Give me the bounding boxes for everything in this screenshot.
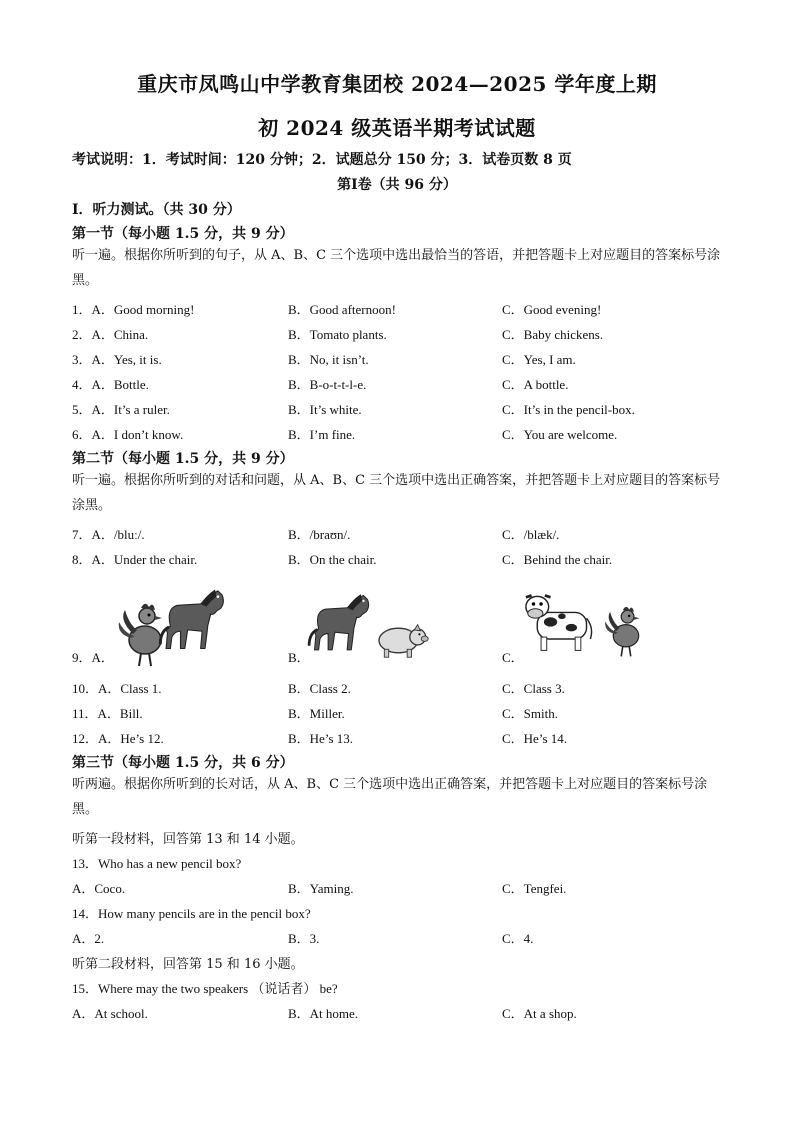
exam-title: 重庆市凤鸣山中学教育集团校 2024—2025 学年度上期 bbox=[137, 72, 657, 96]
material-1-note: 听第一段材料，回答第 13 和 14 小题。 bbox=[72, 832, 304, 847]
option-b: B．Class 2. bbox=[288, 681, 351, 696]
volume-heading: 第Ⅰ卷（共 96 分） bbox=[337, 177, 457, 193]
option-a: 9．A． bbox=[72, 650, 114, 665]
option-a: 7．A．/bluː/. bbox=[72, 527, 145, 542]
option-b: B．It’s white. bbox=[288, 402, 362, 417]
option-c: C．He’s 14. bbox=[502, 731, 568, 746]
option-b: B．At home. bbox=[288, 1006, 359, 1021]
option-b: B．On the chair. bbox=[288, 552, 377, 567]
question-row bbox=[72, 424, 732, 446]
option-b: B．He’s 13. bbox=[288, 731, 354, 746]
option-c: C．Good evening! bbox=[502, 302, 602, 317]
exam-instructions: 考试说明：1．考试时间：120 分钟；2．试题总分 150 分；3．试卷页数 8 页 bbox=[72, 152, 572, 168]
option-a: 4．A．Bottle. bbox=[72, 377, 149, 392]
option-c: C．Yes, I am. bbox=[502, 352, 576, 367]
option-c: C．Class 3. bbox=[502, 681, 565, 696]
option-a: 2．A．China. bbox=[72, 327, 149, 342]
question-row bbox=[72, 324, 732, 346]
option-c: C．You are welcome. bbox=[502, 427, 618, 442]
question-row bbox=[72, 878, 732, 900]
option-a: 1．A．Good morning! bbox=[72, 302, 195, 317]
option-b: B．Miller. bbox=[288, 706, 345, 721]
sec3-directions: 听两遍。根据你所听到的长对话，从 A、B、C 三个选项中选出正确答案，并把答题卡上对应题目的答案标号涂黑。 bbox=[72, 777, 708, 817]
option-b: B． bbox=[288, 650, 310, 665]
option-c: C．At a shop. bbox=[502, 1006, 577, 1021]
option-c: C．Smith. bbox=[502, 706, 558, 721]
option-c: C．Behind the chair. bbox=[502, 552, 613, 567]
question-stem: 15．Where may the two speakers （说话者） be? bbox=[72, 981, 338, 996]
question-row bbox=[72, 399, 732, 421]
option-c: C． bbox=[502, 650, 524, 665]
question-stem: 14．How many pencils are in the pencil box? bbox=[72, 906, 311, 921]
option-c: C．A bottle. bbox=[502, 377, 569, 392]
question-row bbox=[72, 349, 732, 371]
sec3-heading: 第三节（每小题 1.5 分，共 6 分） bbox=[72, 755, 294, 771]
option-a: A．At school. bbox=[72, 1006, 148, 1021]
question-row bbox=[72, 678, 732, 700]
option-a: 6．A．I don’t know. bbox=[72, 427, 184, 442]
option-c: C．4. bbox=[502, 931, 534, 946]
question-row bbox=[72, 374, 732, 396]
option-a: 5．A．It’s a ruler. bbox=[72, 402, 170, 417]
horse-icon bbox=[156, 578, 228, 660]
sec2-directions: 听一遍。根据你所听到的对话和问题，从 A、B、C 三个选项中选出正确答案，并把答题卡上对应题目的答案标号涂黑。 bbox=[72, 473, 721, 513]
pig-icon bbox=[372, 612, 430, 662]
option-c: C．Baby chickens. bbox=[502, 327, 604, 342]
option-b: B．3. bbox=[288, 931, 320, 946]
rooster-icon bbox=[600, 596, 644, 658]
option-a: 12．A．He’s 12. bbox=[72, 731, 164, 746]
horse-icon bbox=[305, 584, 373, 660]
question-row bbox=[72, 728, 732, 750]
option-a: 8．A．Under the chair. bbox=[72, 552, 198, 567]
option-b: B．I’m fine. bbox=[288, 427, 356, 442]
option-a: 11．A．Bill. bbox=[72, 706, 143, 721]
option-b: B．/braʊn/. bbox=[288, 527, 351, 542]
question-stem: 13．Who has a new pencil box? bbox=[72, 856, 242, 871]
option-c: C．/blæk/. bbox=[502, 527, 560, 542]
option-b: B．B-o-t-t-l-e. bbox=[288, 377, 367, 392]
option-b: B．No, it isn’t. bbox=[288, 352, 369, 367]
option-a: A．2. bbox=[72, 931, 105, 946]
option-a: 3．A．Yes, it is. bbox=[72, 352, 162, 367]
sec1-heading: 第一节（每小题 1.5 分，共 9 分） bbox=[72, 226, 294, 242]
question-row bbox=[72, 549, 732, 571]
option-b: B．Tomato plants. bbox=[288, 327, 387, 342]
question-row bbox=[72, 524, 732, 546]
option-b: B．Yaming. bbox=[288, 881, 354, 896]
exam-subtitle: 初 2024 级英语半期考试试题 bbox=[258, 116, 536, 140]
question-row bbox=[72, 299, 732, 321]
option-b: B．Good afternoon! bbox=[288, 302, 396, 317]
sec2-heading: 第二节（每小题 1.5 分，共 9 分） bbox=[72, 451, 294, 467]
option-a: A．Coco. bbox=[72, 881, 126, 896]
option-c: C．Tengfei. bbox=[502, 881, 567, 896]
question-row bbox=[72, 928, 732, 950]
material-2-note: 听第二段材料，回答第 15 和 16 小题。 bbox=[72, 957, 304, 972]
option-c: C．It’s in the pencil-box. bbox=[502, 402, 635, 417]
sec1-directions: 听一遍。根据你所听到的句子，从 A、B、C 三个选项中选出最恰当的答语，并把答题卡上对应题目的答案标号涂黑。 bbox=[72, 248, 721, 288]
option-a: 10．A．Class 1. bbox=[72, 681, 162, 696]
question-row bbox=[72, 703, 732, 725]
question-row bbox=[72, 1003, 732, 1025]
part1-heading: Ⅰ．听力测试。（共 30 分） bbox=[72, 202, 241, 218]
cow-icon bbox=[524, 588, 596, 654]
